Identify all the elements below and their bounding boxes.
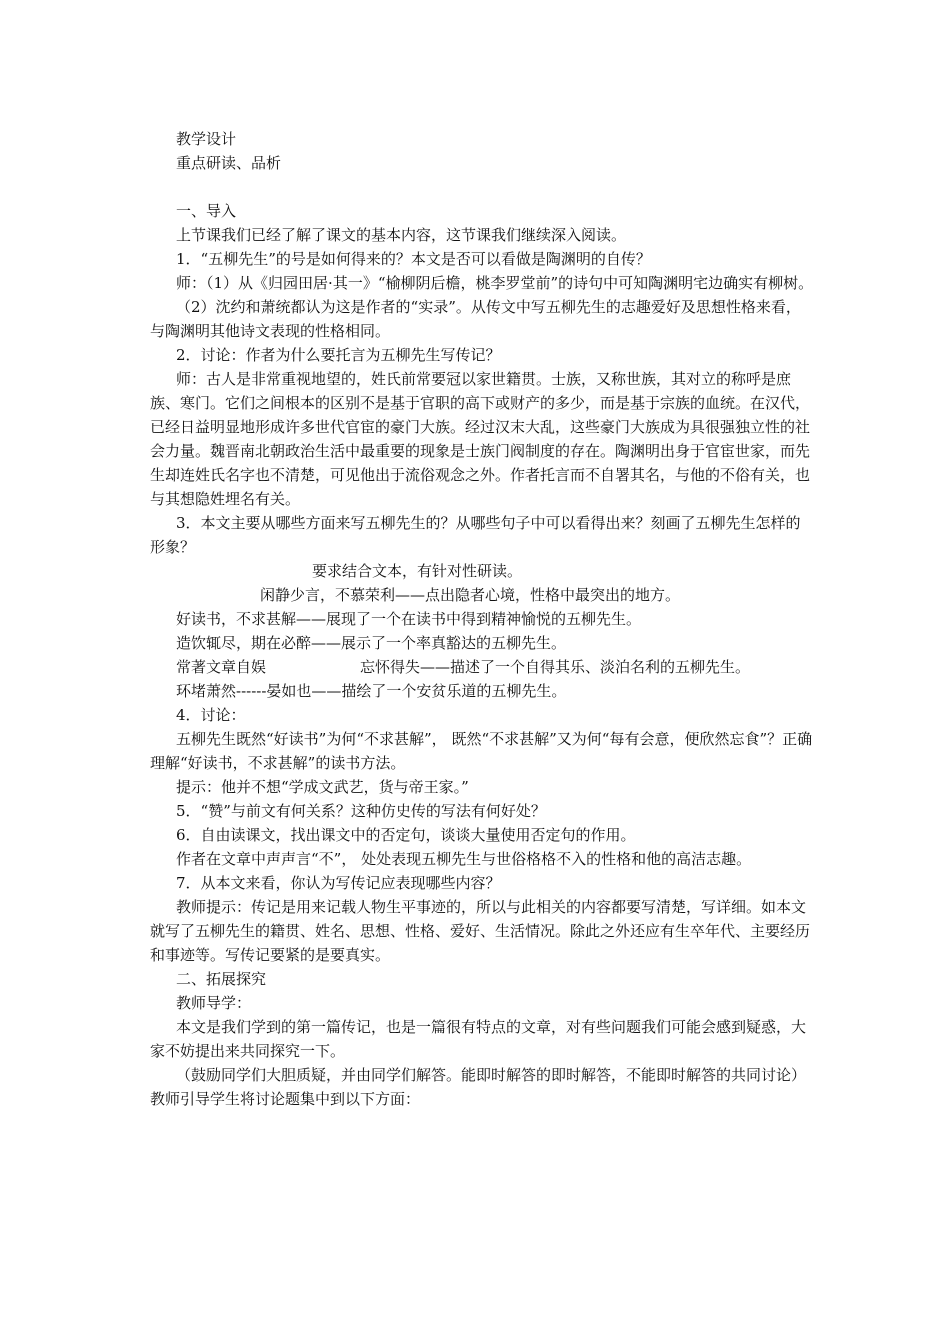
question-2: 2．讨论：作者为什么要托言为五柳先生写传记？: [176, 346, 501, 364]
document-body: [150, 127, 815, 1111]
answer-7: 教师提示：传记是用来记载人物生平事迹的，所以与此相关的内容都要写清楚，写详细。如本文就写了五柳先生的籍贯、姓名、思想、性格、爱好、生活情况。除此之外还应有生卒年代、主要经历和事迹等。写传记要紧的是要真实。: [150, 898, 811, 964]
question-5: 5．“赞”与前文有何关系？这种仿史传的写法有何好处？: [176, 802, 546, 820]
question-7: 7．从本文来看，你认为写传记应表现哪些内容？: [176, 874, 501, 892]
question-3-requirement: 要求结合文本，有针对性研读。: [312, 562, 523, 580]
question-3-line-3: 造饮辄尽，期在必醉——展示了一个率真豁达的五柳先生。: [176, 634, 567, 652]
question-3-line-4: [150, 655, 815, 679]
question-4-text: 五柳先生既然“好读书”为何“不求甚解”， 既然“不求甚解”又为何“每有会意，便欣然忘食”？正确理解“好读书，不求甚解”的读书方法。: [150, 730, 813, 772]
section-heading-intro: 一、导入: [176, 202, 237, 220]
question-4: 4．讨论：: [176, 706, 246, 724]
question-4-hint: 提示：他并不想“学成文武艺，货与帝王家。”: [176, 778, 469, 796]
question-3-line-4-right: 忘怀得失——描述了一个自得其乐、淡泊名利的五柳先生。: [360, 658, 751, 676]
spacer: [150, 175, 815, 199]
question-3-line-1: 闲静少言，不慕荣利——点出隐者心境，性格中最突出的地方。: [260, 586, 681, 604]
question-3-line-5: 环堵萧然------晏如也——描绘了一个安贫乐道的五柳先生。: [176, 682, 567, 700]
question-3-line-4-left: 常著文章自娱: [176, 658, 267, 676]
answer-6: 作者在文章中声声言“不”， 处处表现五柳先生与世俗格格不入的性格和他的高洁志趣。: [176, 850, 752, 868]
question-6: 6．自由读课文，找出课文中的否定句，谈谈大量使用否定句的作用。: [176, 826, 636, 844]
answer-2: 师：古人是非常重视地望的，姓氏前常要冠以家世籍贯。士族，又称世族，其对立的称呼是庶族、寒门。它们之间根本的区别不是基于官职的高下或财产的多少，而是基于宗族的血统。在汉代，已经日益明显地形成许多世代官宦的豪门大族。经过汉末大乱，这些豪门大族成为具很强独立性的社会力量。魏晋南北朝政治生活中最重要的现象是士族门阀制度的存在。陶渊明出身于官宦世家，而先生却连姓氏名字也不清楚，可见他出于流俗观念之外。作者托言而不自署其名，与他的不俗有关，也与其想隐姓埋名有关。: [150, 370, 811, 508]
teacher-guide-label: 教师导学：: [176, 994, 252, 1012]
answer-1-part-2: （2）沈约和萧统都认为这是作者的“实录”。从传文中写五柳先生的志趣爱好及思想性格来看，与陶渊明其他诗文表现的性格相同。: [150, 298, 801, 340]
intro-paragraph: 上节课我们已经了解了课文的基本内容，这节课我们继续深入阅读。: [176, 226, 627, 244]
doc-title: 教学设计: [176, 130, 237, 148]
extension-paragraph-1: 本文是我们学到的第一篇传记，也是一篇很有特点的文章，对有些问题我们可能会感到疑惑，大家不妨提出来共同探究一下。: [150, 1018, 807, 1060]
extension-paragraph-2: （鼓励同学们大胆质疑，并由同学们解答。能即时解答的即时解答，不能即时解答的共同讨论）教师引导学生将讨论题集中到以下方面：: [150, 1066, 807, 1108]
question-3-line-2: 好读书，不求甚解——展现了一个在读书中得到精神愉悦的五柳先生。: [176, 610, 642, 628]
doc-subtitle: 重点研读、品析: [176, 154, 282, 172]
question-1: 1．“五柳先生”的号是如何得来的？本文是否可以看做是陶渊明的自传？: [176, 250, 651, 268]
question-3: 3．本文主要从哪些方面来写五柳先生的？从哪些句子中可以看得出来？刻画了五柳先生怎样的形象？: [150, 514, 801, 556]
section-heading-extension: 二、拓展探究: [176, 970, 267, 988]
answer-1-part-1: 师：（1）从《归园田居·其一》“榆柳阴后檐，桃李罗堂前”的诗句中可知陶渊明宅边确实有柳树。: [176, 274, 814, 292]
